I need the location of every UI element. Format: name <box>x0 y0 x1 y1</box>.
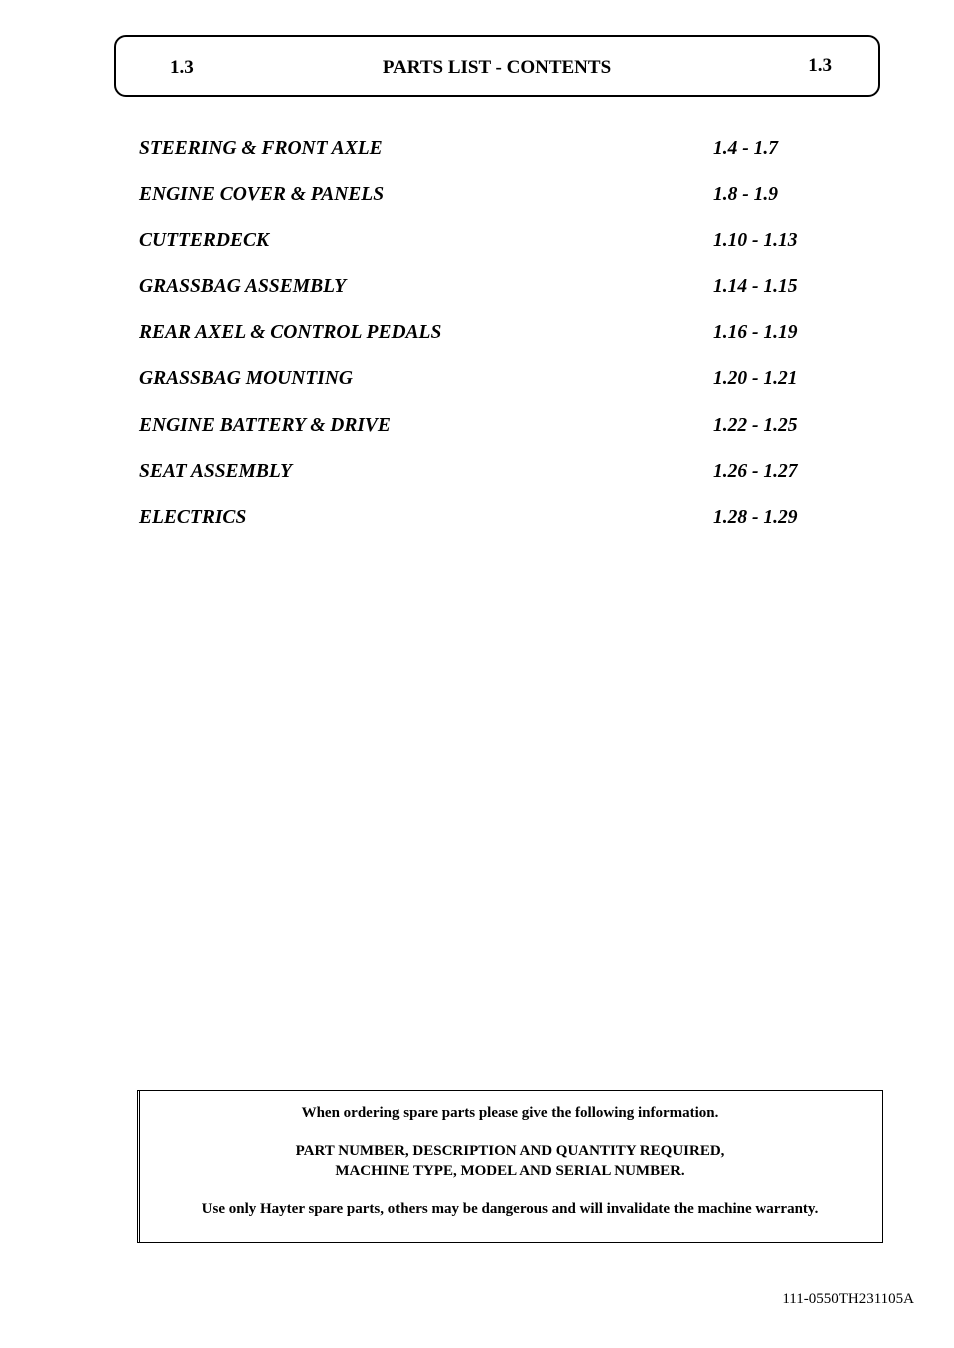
contents-section: ENGINE BATTERY & DRIVE <box>139 414 391 436</box>
contents-pages: 1.28 - 1.29 <box>713 506 798 528</box>
contents-row <box>139 229 839 275</box>
contents-pages: 1.26 - 1.27 <box>713 460 798 482</box>
contents-row <box>139 367 839 413</box>
contents-pages: 1.8 - 1.9 <box>713 184 778 206</box>
contents-row <box>139 137 839 183</box>
contents-list <box>139 137 839 552</box>
contents-row <box>139 506 839 552</box>
contents-pages: 1.20 - 1.21 <box>713 368 798 390</box>
ordering-notice-box <box>137 1090 883 1243</box>
contents-row <box>139 414 839 460</box>
contents-row <box>139 321 839 367</box>
contents-row <box>139 183 839 229</box>
contents-section: ELECTRICS <box>139 506 247 528</box>
contents-pages: 1.4 - 1.7 <box>713 138 778 159</box>
header-box <box>114 35 880 97</box>
notice-warranty-warning: Use only Hayter spare parts, others may be dangerous and will invalidate the machine warranty. <box>201 1201 819 1217</box>
contents-section: REAR AXEL & CONTROL PEDALS <box>139 322 442 344</box>
notice-machine-info: MACHINE TYPE, MODEL AND SERIAL NUMBER. <box>335 1163 685 1179</box>
contents-row <box>139 460 839 506</box>
contents-section: STEERING & FRONT AXLE <box>139 138 383 159</box>
section-number-left: 1.3 <box>170 57 194 78</box>
contents-row <box>139 275 839 321</box>
notice-intro: When ordering spare parts please give the following information. <box>301 1105 719 1121</box>
contents-pages: 1.14 - 1.15 <box>713 276 798 298</box>
page-title: PARTS LIST - CONTENTS <box>382 57 612 78</box>
document-code: 111-0550TH231105A <box>782 1291 914 1307</box>
contents-section: GRASSBAG ASSEMBLY <box>139 276 347 298</box>
notice-required-info: PART NUMBER, DESCRIPTION AND QUANTITY REQUIRED, <box>295 1143 725 1159</box>
section-number-right: 1.3 <box>808 55 832 76</box>
contents-pages: 1.10 - 1.13 <box>713 230 798 252</box>
contents-pages: 1.16 - 1.19 <box>713 322 798 344</box>
contents-section: GRASSBAG MOUNTING <box>139 368 354 390</box>
contents-section: ENGINE COVER & PANELS <box>139 184 385 206</box>
contents-section: SEAT ASSEMBLY <box>139 460 292 482</box>
contents-pages: 1.22 - 1.25 <box>713 414 798 436</box>
contents-section: CUTTERDECK <box>139 230 270 252</box>
